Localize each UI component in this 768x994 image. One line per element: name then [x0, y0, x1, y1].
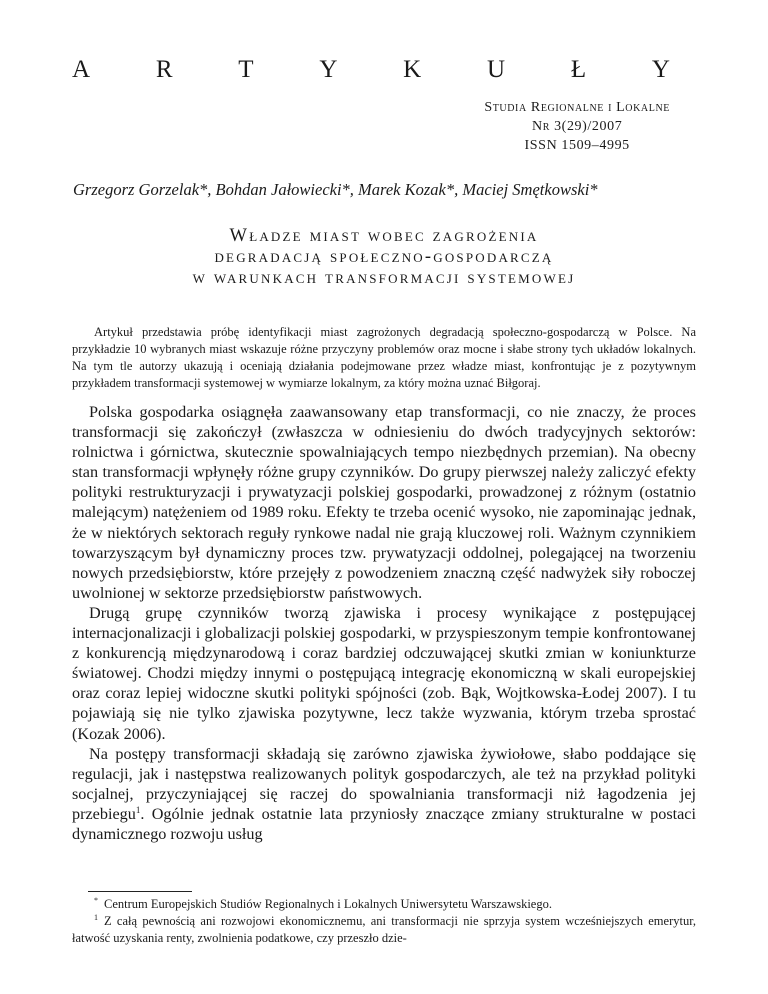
section-letter: Y [319, 56, 338, 83]
section-letter: K [403, 56, 422, 83]
article-body [72, 402, 696, 844]
body-paragraph [72, 744, 696, 844]
paragraph-text: Na postępy transformacji składają się zarówno zjawiska żywiołowe, słabo poddające się regulacji, jak i następstwa realizowanych polityk gospodarczych, ale też na przykład polityki socjalnej, przyczyniającej się raczej do spowalniania transformacji niż łagodzenia jej przebiegu [72, 744, 696, 823]
title-line-2: degradacją społeczno-gospodarczą [214, 247, 554, 267]
footnote-reference[interactable]: 1 [135, 804, 141, 815]
section-letter: Y [651, 56, 670, 83]
article-authors: Grzegorz Gorzelak*, Bohdan Jałowiecki*, Marek Kozak*, Maciej Smętkowski* [73, 180, 598, 199]
section-letter: U [486, 56, 506, 83]
body-paragraph: Polska gospodarka osiągnęła zaawansowany etap transformacji, co nie znaczy, że proces transformacji się zakończył (zwłaszcza w odniesieniu do dwóch tradycyjnych sektorów: rolnictwa i górnictwa, skutecznie spowalniających tempo niezbędnych przemian). Na obecny stan transformacji wpłynęły różne grupy czynników. Do grupy pierwszej należy zaliczyć efekty polityki restrukturyzacji i prywatyzacji polskiej gospodarki, prowadzonej z różnym (ostatnio malejącym) natężeniem od 1989 roku. Efekty te trzeba ocenić wysoko, nie zapominając jednak, że w niektórych sektorach reguły rynkowe nadal nie grają kluczowej roli. Ważnym czynnikiem towarzyszącym był dynamiczny proces tzw. prywatyzacji oddolnej, polegającej na tworzeniu nowych przedsiębiorstw, które przejęły z powodzeniem znaczną część nadwyżek siły roboczej uwolnionej w sektorze przedsiębiorstw państwowych. [72, 403, 696, 602]
title-line-3: w warunkach transformacji systemowej [192, 268, 576, 288]
journal-info [484, 98, 670, 155]
journal-issue: Nr 3(29)/2007 [532, 119, 623, 134]
footnote [72, 896, 696, 913]
footnote-divider [88, 891, 192, 892]
article-title [72, 226, 696, 289]
section-letter: Ł [570, 56, 587, 83]
section-letter: R [155, 56, 173, 83]
footnote [72, 913, 696, 947]
footnote-text: Centrum Europejskich Studiów Regionalnych i Lokalnych Uniwersytetu Warszawskiego. [104, 897, 552, 911]
footnote-text: Z całą pewnością ani rozwojowi ekonomicznemu, ani transformacji nie sprzyja system wcześniejszych emerytur, łatwość uzyskania renty, zwolnienia podatkowe, czy przeszło dzie- [72, 914, 696, 945]
section-header-artykuly [72, 56, 670, 84]
journal-issn: ISSN 1509–4995 [524, 138, 630, 153]
footnote-mark: 1 [94, 913, 98, 922]
title-line-1: Władze miast wobec zagrożenia [229, 226, 539, 246]
section-letter: A [72, 56, 91, 83]
section-letter: T [238, 56, 254, 83]
article-abstract: Artykuł przedstawia próbę identyfikacji miast zagrożonych degradacją społeczno-gospodarczą w Polsce. Na przykładzie 10 wybranych miast wskazuje różne przyczyny problemów oraz mocne i słabe strony tych układów lokalnych. Na tym tle autorzy ukazują i oceniają działania podejmowane przez władze miast, konfrontując je z pozytywnym przykładem transformacji systemowej w wymiarze lokalnym, za który można uznać Biłgoraj. [72, 325, 696, 390]
journal-name: Studia Regionalne i Lokalne [484, 100, 670, 115]
footnotes [72, 896, 696, 947]
body-paragraph: Drugą grupę czynników tworzą zjawiska i procesy wynikające z postępującej internacjonalizacji i globalizacji polskiej gospodarki, w przyspieszonym tempie konfrontowanej z konkurencją międzynarodową i coraz bardziej odczuwającej skutki zmian w koniunkturze światowej. Chodzi między innymi o postępującą integrację ekonomiczną w skali europejskiej oraz coraz lepiej widoczne skutki polityki spójności (zob. Bąk, Wojtkowska-Łodej 2007). I tu pojawiają się nie tylko zjawiska pozytywne, lecz także wyzwania, którym trzeba sprostać (Kozak 2006). [72, 603, 696, 743]
footnote-mark: * [94, 896, 98, 905]
paragraph-text: . Ogólnie jednak ostatnie lata przyniosły znaczące zmiany strukturalne w postaci dynamicznego rozwoju usług [72, 804, 696, 843]
